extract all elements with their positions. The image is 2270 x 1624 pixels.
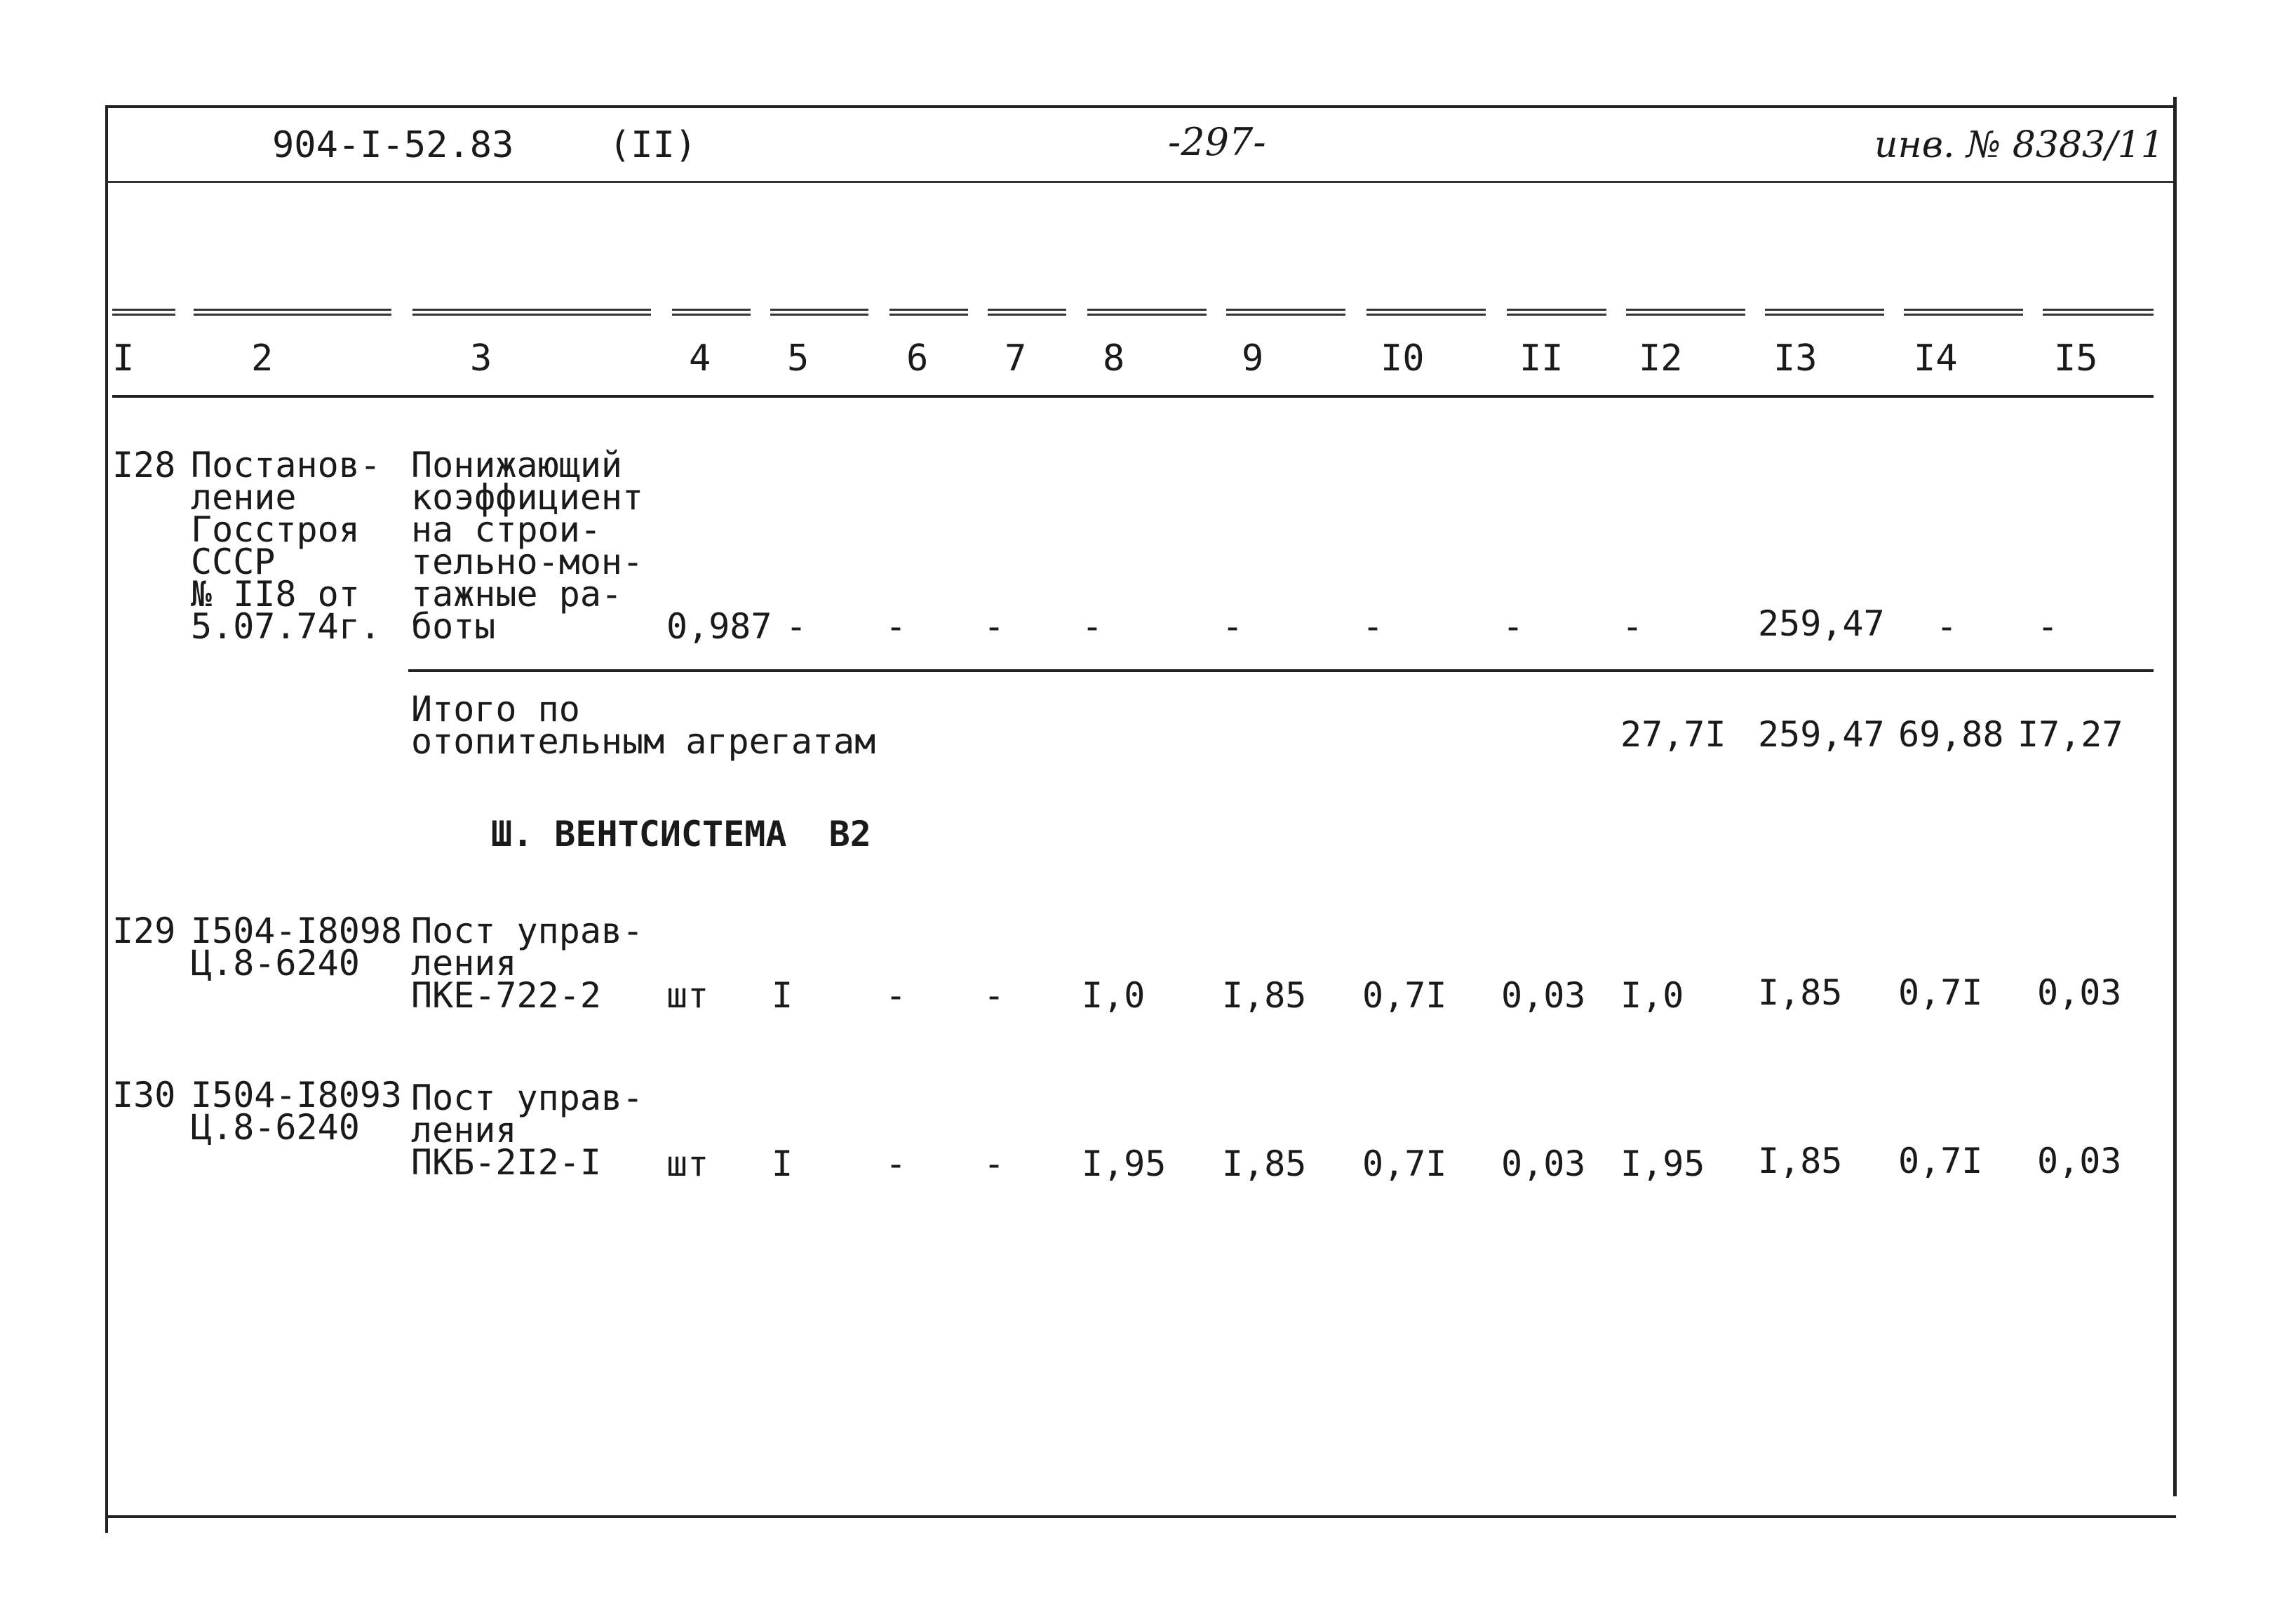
cell-c15: 0,03 [2037,1141,2122,1181]
section-heading: Ш. ВЕНТСИСТЕМА В2 [491,814,871,854]
cell-c8: I,0 [1082,975,1146,1016]
item-name: Пост управ- ления ПКБ-2I2-I [411,1078,644,1183]
row-name: Понижающий коэффициент на строи- тельно-мон- тажные ра- боты [411,445,644,647]
item-code: I504-I8098 Ц.8-6240 [191,911,403,984]
cell-c11: - [1503,606,1524,647]
frame-right-border [2173,97,2177,1496]
cell-c9: I,85 [1222,1143,1307,1184]
column-number: I0 [1381,337,1425,380]
item-qty: I [772,1143,793,1184]
column-number: I5 [2054,337,2098,380]
column-number: 5 [787,337,810,380]
row-code: Постанов- ление Госстроя СССР № II8 от 5.07.74г. [191,445,381,647]
cell-c13: I,85 [1758,1141,1843,1181]
item-number: I29 [112,911,176,951]
cell-c15: 0,03 [2037,972,2122,1013]
header-divider [107,181,2173,183]
frame-top-border [107,105,2176,108]
column-number: 4 [689,337,711,380]
doc-code: 904-I-52.83 [272,124,514,166]
cell-c15: - [2037,606,2059,647]
cell-c7: - [983,1143,1005,1184]
column-number: II [1519,337,1564,380]
column-number: 9 [1242,337,1264,380]
cell-c9: - [1222,606,1244,647]
inventory-number: инв. № 8383/11 [1874,124,2164,166]
cell-c7: - [983,606,1005,647]
row-number: I28 [112,445,176,485]
column-number: I [112,337,135,380]
column-number: 8 [1103,337,1125,380]
cell-c14: - [1936,606,1958,647]
cell-c9: I,85 [1222,975,1307,1016]
subtotal-rule [408,669,2154,672]
cell-c6: - [885,975,907,1016]
total-c14: 69,88 [1898,714,2004,755]
item-code: I504-I8093 Ц.8-6240 [191,1075,403,1148]
frame-left-border [105,105,108,1533]
cell-c4: 0,987 [666,606,772,647]
total-label: Итого по отопительным агрегатам [411,689,876,762]
column-number: I4 [1914,337,1958,380]
cell-c12: I,0 [1620,975,1684,1016]
item-name: Пост управ- ления ПКЕ-722-2 [411,911,644,1016]
item-unit: шт [666,975,709,1016]
cell-c11: 0,03 [1501,1143,1586,1184]
page-number: -297- [1168,120,1266,164]
cell-c10: 0,7I [1362,975,1447,1016]
column-number: 6 [906,337,929,380]
cell-c5: - [786,606,807,647]
cell-c6: - [885,1143,907,1184]
doc-part: (II) [609,124,697,166]
total-c15: I7,27 [2017,714,2123,755]
cell-c12: - [1622,606,1644,647]
item-qty: I [772,975,793,1016]
cell-c14: 0,7I [1898,1141,1983,1181]
item-number: I30 [112,1075,176,1115]
item-unit: шт [666,1143,709,1184]
column-header-rule [112,395,2154,398]
cell-c14: 0,7I [1898,972,1983,1013]
column-number: 2 [251,337,274,380]
column-number: I3 [1773,337,1818,380]
column-number: 7 [1005,337,1027,380]
cell-c7: - [983,975,1005,1016]
cell-c11: 0,03 [1501,975,1586,1016]
cell-c12: I,95 [1620,1143,1705,1184]
total-c12: 27,7I [1620,714,1726,755]
cell-c13: I,85 [1758,972,1843,1013]
cell-c10: 0,7I [1362,1143,1447,1184]
frame-bottom-border [107,1515,2176,1518]
cell-c10: - [1362,606,1384,647]
cell-c8: I,95 [1082,1143,1167,1184]
total-c13: 259,47 [1758,714,1885,755]
column-number: 3 [470,337,492,380]
cell-c8: - [1082,606,1103,647]
cell-c13: 259,47 [1758,603,1885,644]
column-number: I2 [1639,337,1683,380]
cell-c6: - [885,606,907,647]
